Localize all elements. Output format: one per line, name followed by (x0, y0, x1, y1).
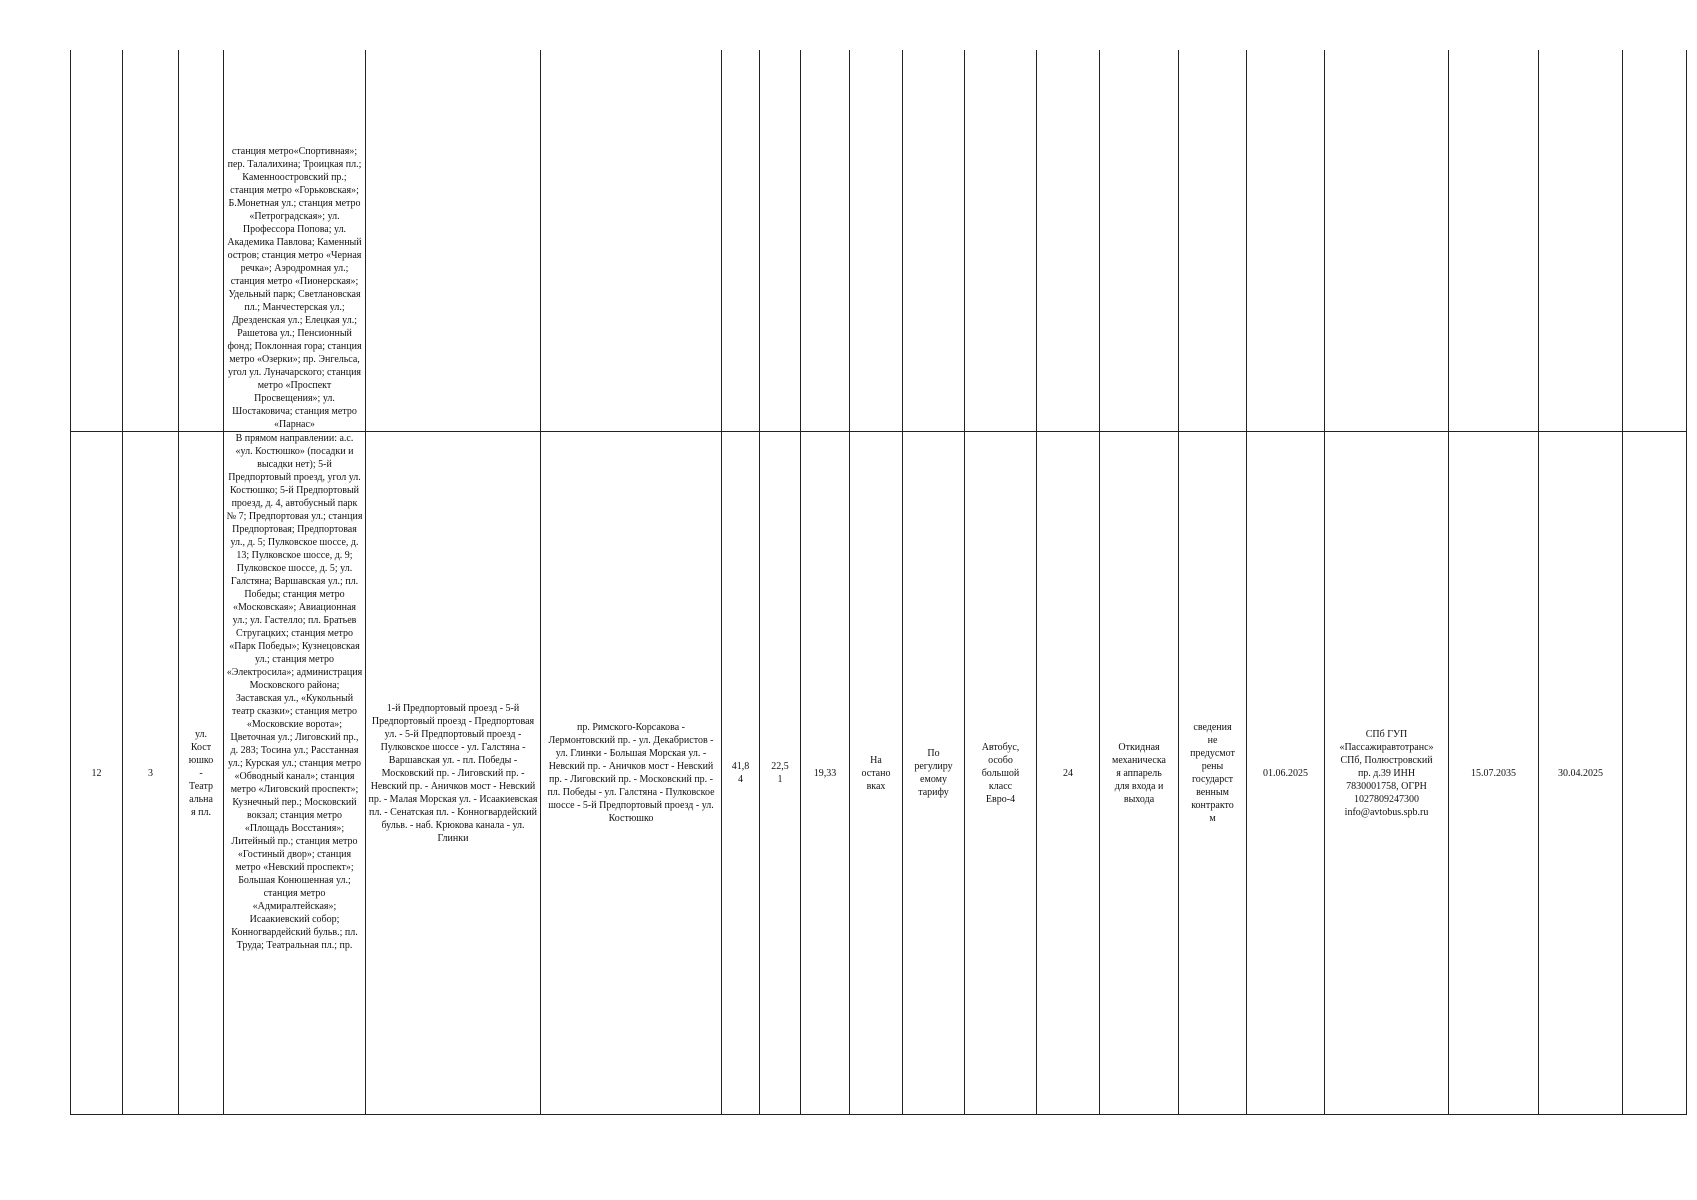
table-row (71, 432, 1687, 1115)
cell-route-number: 3 (123, 432, 179, 1115)
cell-stop-order (850, 50, 903, 432)
cell-last (1623, 50, 1687, 432)
cell-last (1623, 432, 1687, 1115)
routes-register-table (70, 50, 1687, 1115)
cell-path-back: пр. Римского-Корсакова - Лермонтовский пр. - ул. Декабристов - ул. Глинки - Большая Морская ул. - Невский пр. - Аничков мост - Невский пр. - Лиговский пр. - Московский пр. - пл. Победы - ул. Галстяна - Пулковское шоссе - 5-й Предпортовый проезд - ул. Костюшко (541, 432, 722, 1115)
cell-vehicle-count (1037, 50, 1100, 432)
cell-end-date: 15.07.2035 (1449, 432, 1539, 1115)
cell-stops: В прямом направлении: а.с. «ул. Костюшко» (посадки и высадки нет); 5-й Предпортовый проезд, угол ул. Костюшко; 5-й Предпортовый проезд, д. 4, автобусный парк № 7; Предпортовая ул.; станция Предпортовая; Предпортовая ул., д. 5; Пулковское шоссе, д. 13; Пулковское шоссе, д. 9; Пулковское шоссе, д. 5; ул. Галстяна; Варшавская ул.; пл. Победы; станция метро «Московская»; Авиационная ул.; ул. Гастелло; пл. Братьев Стругацких; станция метро «Парк Победы»; Кузнецовская ул.; станция метро «Электросила»; администрация Московского района; Заставская ул., «Кукольный театр сказки»; станция метро «Московские ворота»; Цветочная ул.; Лиговский пр., д. 283; Тосина ул.; Расстанная ул.; Курская ул.; станция метро «Обводный канал»; станция метро «Лиговский проспект»; Кузнечный пер.; Московский вокзал; станция метро «Площадь Восстания»; Литейный пр.; станция метро «Гостиный двор»; станция метро «Невский проспект»; Большая Конюшенная ул.; станция метро «Адмиралтейская»; Исаакиевский собор; Конногвардейский бульв.; пл. Труда; Театральная пл.; пр. (224, 432, 366, 1115)
cell-stop-order: На остано вках (850, 432, 903, 1115)
cell-stops: станция метро«Спортивная»; пер. Талалихина; Троицкая пл.; Каменноостровский пр.; станция метро «Горьковская»; Б.Монетная ул.; станция метро «Петроградская»; ул. Профессора Попова; ул. Академика Павлова; Каменный остров; станция метро «Черная речка»; Аэродромная ул.; станция метро «Пионерская»; Удельный парк; Светлановская пл.; Манчестерская ул.; Дрезденская ул.; Елецкая ул.; Рашетова ул.; Пенсионный фонд; Поклонная гора; станция метро «Озерки»; пр. Энгельса, угол ул. Луначарского; станция метро «Проспект Просвещения»; ул. Шостаковича; станция метро «Парнас» (224, 50, 366, 432)
cell-route-name (179, 50, 224, 432)
cell-end-date (1449, 50, 1539, 432)
cell-other-date: 30.04.2025 (1539, 432, 1623, 1115)
cell-contract (1179, 50, 1247, 432)
cell-route-name: ул. Кост юшко - Театр альна я пл. (179, 432, 224, 1115)
cell-start-date (1247, 50, 1325, 432)
cell-vehicle: Автобус, особо большой класс Евро-4 (965, 432, 1037, 1115)
cell-path-forward: 1-й Предпортовый проезд - 5-й Предпортовый проезд - Предпортовая ул. - 5-й Предпортовый проезд - Пулковское шоссе - ул. Галстяна - Варшавская ул. - пл. Победы - Московский пр. - Лиговский пр. - Невский пр. - Аничков мост - Невский пр. - Малая Морская ул. - Исаакиевская пл. - Сенатская пл. - Конногвардейский бульв. - наб. Крюкова канала - ул. Глинки (366, 432, 541, 1115)
cell-length-total: 19,33 (801, 432, 850, 1115)
cell-length-back: 22,5 1 (760, 432, 801, 1115)
table-row (71, 50, 1687, 432)
cell-contract: сведения не предусмот рены государст венным контракто м (1179, 432, 1247, 1115)
cell-path-back (541, 50, 722, 432)
cell-carrier: СПб ГУП «Пассажиравтотранс» СПб, Полюстровский пр. д.39 ИНН 7830001758, ОГРН 1027809247300 info@avtobus.spb.ru (1325, 432, 1449, 1115)
cell-path-forward (366, 50, 541, 432)
cell-doors (1100, 50, 1179, 432)
cell-length-forward (722, 50, 760, 432)
cell-vehicle (965, 50, 1037, 432)
cell-length-back (760, 50, 801, 432)
cell-number: 12 (71, 432, 123, 1115)
cell-length-total (801, 50, 850, 432)
cell-tariff: По регулиру емому тарифу (903, 432, 965, 1115)
cell-other-date (1539, 50, 1623, 432)
cell-doors: Откидная механическа я аппарель для входа и выхода (1100, 432, 1179, 1115)
cell-tariff (903, 50, 965, 432)
cell-route-number (123, 50, 179, 432)
cell-start-date: 01.06.2025 (1247, 432, 1325, 1115)
cell-number (71, 50, 123, 432)
cell-vehicle-count: 24 (1037, 432, 1100, 1115)
cell-length-forward: 41,8 4 (722, 432, 760, 1115)
cell-carrier (1325, 50, 1449, 432)
